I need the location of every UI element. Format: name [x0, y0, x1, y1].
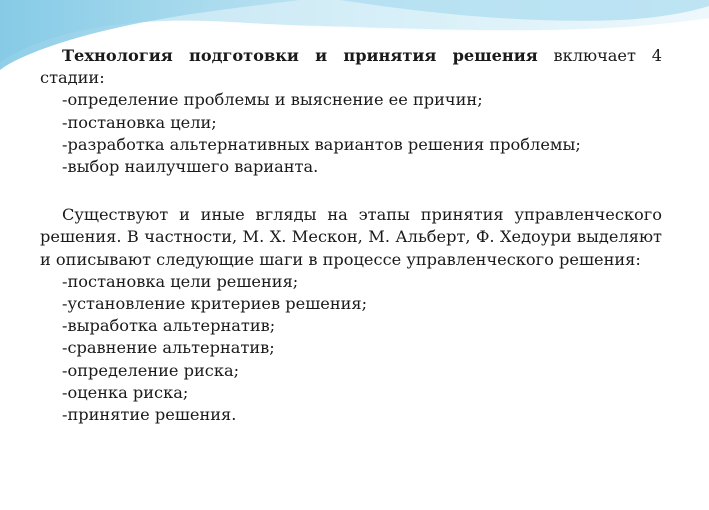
list-item: -выработка альтернатив;	[62, 316, 276, 336]
bold-lead-text: Технология подготовки и принятия решения	[62, 46, 538, 65]
list-item: -выбор наилучшего варианта.	[62, 157, 319, 177]
list-item: -определение риска;	[62, 360, 240, 380]
list-item: -сравнение альтернатив;	[62, 338, 275, 358]
intro-rest-text: включает 4 стадии:	[40, 46, 663, 88]
list-item: -оценка риска;	[62, 382, 189, 402]
list-item: -определение проблемы и выяснение ее причин;	[62, 90, 483, 110]
intro-paragraph	[40, 45, 662, 89]
list-item: -установление критериев решения;	[62, 294, 368, 314]
stages-list	[40, 89, 662, 178]
list-item: -принятие решения.	[62, 405, 237, 425]
views-paragraph: Существуют и иные вгляды на этапы принятия управленческого решения. В частности, М. Х. Мескон, М. Альберт, Ф. Хедоури выделяют и описывают следующие шаги в процессе управленческого решения:	[40, 205, 662, 269]
list-item: -постановка цели решения;	[62, 271, 299, 291]
steps-list	[40, 271, 662, 426]
list-item: -постановка цели;	[62, 112, 217, 132]
text-body	[40, 45, 662, 426]
list-item: -разработка альтернативных вариантов решения проблемы;	[62, 134, 581, 154]
